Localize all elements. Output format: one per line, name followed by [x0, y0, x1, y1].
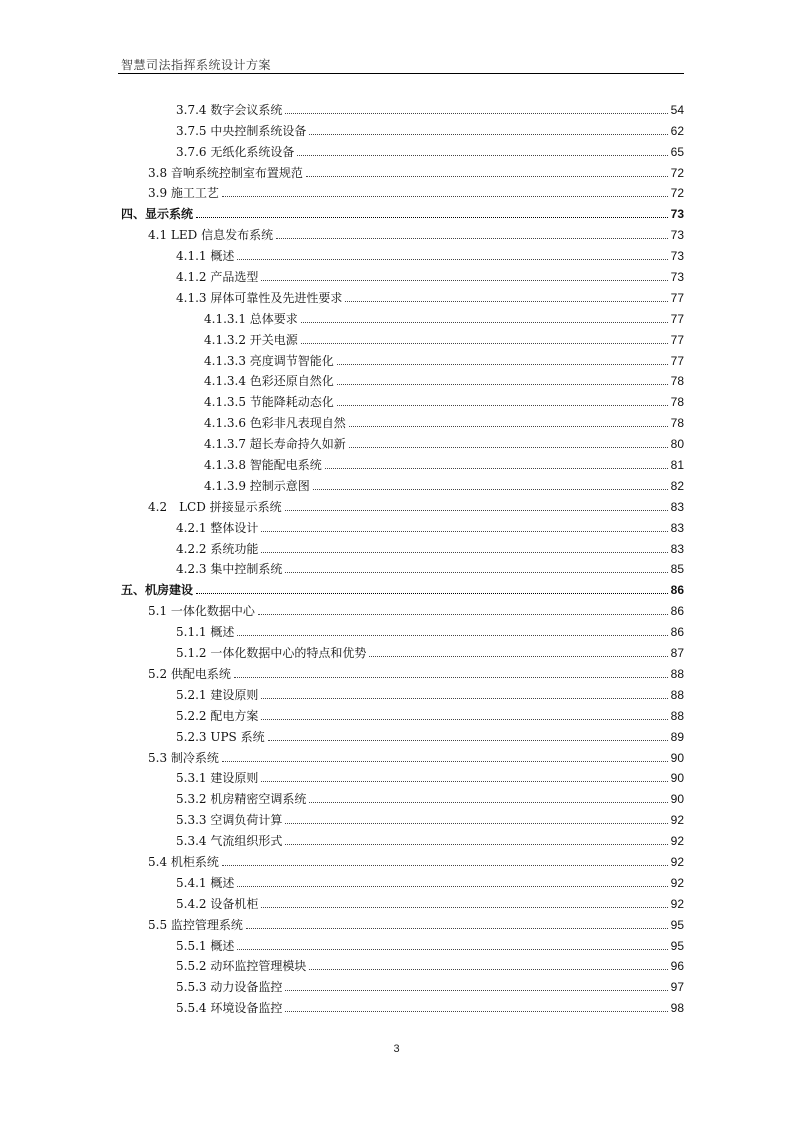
toc-dot-leader [313, 489, 668, 490]
toc-entry[interactable] [0, 263, 684, 284]
toc-entry[interactable] [0, 138, 684, 159]
toc-dot-leader [268, 740, 668, 741]
toc-entry[interactable] [0, 911, 684, 932]
toc-entry-title: 5.5.3 动力设备监控 [176, 980, 283, 995]
toc-entry[interactable] [0, 159, 684, 180]
toc-entry-title: 3.7.5 中央控制系统设备 [176, 123, 307, 138]
toc-entry-page: 73 [670, 207, 684, 222]
toc-dot-leader [285, 113, 667, 114]
toc-entry-title: 5.3.4 气流组织形式 [176, 834, 283, 849]
toc-entry-title: 4.1.3.3 亮度调节智能化 [204, 353, 334, 368]
toc-entry-title: 5.3.2 机房精密空调系统 [176, 792, 307, 807]
toc-entry-page: 88 [670, 708, 684, 723]
toc-entry[interactable] [0, 117, 684, 138]
toc-dot-leader [237, 635, 667, 636]
toc-entry[interactable] [0, 723, 684, 744]
toc-entry-title: 4.1 LED 信息发布系统 [148, 228, 274, 243]
toc-dot-leader [261, 719, 667, 720]
toc-dot-leader [237, 259, 667, 260]
toc-entry-title: 4.1.3 屏体可靠性及先进性要求 [176, 290, 343, 305]
header-divider [118, 73, 684, 74]
toc-entry-page: 83 [670, 541, 684, 556]
toc-entry-page: 78 [670, 374, 684, 389]
toc-entry-page: 97 [670, 980, 684, 995]
toc-dot-leader [349, 426, 668, 427]
toc-entry[interactable] [0, 639, 684, 660]
toc-entry[interactable] [0, 221, 684, 242]
toc-entry-page: 95 [670, 917, 684, 932]
toc-entry-page: 77 [670, 332, 684, 347]
table-of-contents [0, 96, 793, 1015]
toc-entry-title: 4.1.2 产品选型 [176, 270, 259, 285]
toc-entry-page: 90 [670, 750, 684, 765]
toc-entry[interactable] [0, 932, 684, 953]
toc-entry-title: 3.7.4 数字会议系统 [176, 102, 283, 117]
toc-entry[interactable] [0, 430, 684, 451]
toc-entry-page: 86 [670, 604, 684, 619]
toc-entry-page: 73 [670, 249, 684, 264]
toc-dot-leader [261, 698, 667, 699]
toc-dot-leader [301, 322, 668, 323]
toc-entry[interactable] [0, 744, 684, 765]
toc-entry-page: 62 [670, 123, 684, 138]
toc-dot-leader [237, 886, 667, 887]
toc-dot-leader [258, 614, 668, 615]
toc-entry-title: 5.2 供配电系统 [148, 666, 231, 681]
toc-entry-page: 85 [670, 562, 684, 577]
toc-entry[interactable] [0, 472, 684, 493]
toc-entry-page: 92 [670, 834, 684, 849]
toc-dot-leader [276, 238, 668, 239]
toc-entry-title: 4.2 LCD 拼接显示系统 [148, 499, 282, 514]
toc-entry-page: 92 [670, 813, 684, 828]
toc-entry-title: 5.2.2 配电方案 [176, 708, 259, 723]
toc-entry-page: 88 [670, 666, 684, 681]
toc-entry-title: 5.4.2 设备机柜 [176, 896, 259, 911]
toc-dot-leader [237, 949, 667, 950]
toc-entry[interactable] [0, 284, 684, 305]
toc-entry-title: 5.5 监控管理系统 [148, 917, 243, 932]
toc-entry[interactable] [0, 305, 684, 326]
toc-entry-title: 四、显示系统 [121, 207, 194, 222]
toc-entry-page: 90 [670, 771, 684, 786]
toc-entry-title: 5.3.1 建设原则 [176, 771, 259, 786]
toc-entry[interactable] [0, 576, 684, 597]
toc-entry[interactable] [0, 493, 684, 514]
toc-dot-leader [345, 301, 667, 302]
toc-dot-leader [309, 802, 667, 803]
toc-dot-leader [337, 405, 668, 406]
toc-dot-leader [309, 134, 667, 135]
toc-dot-leader [285, 990, 667, 991]
toc-entry[interactable] [0, 702, 684, 723]
toc-entry-title: 3.7.6 无纸化系统设备 [176, 144, 295, 159]
toc-entry-title: 5.5.2 动环监控管理模块 [176, 959, 307, 974]
toc-entry-page: 92 [670, 896, 684, 911]
toc-entry-page: 86 [670, 583, 684, 598]
toc-dot-leader [349, 447, 668, 448]
toc-entry-title: 3.9 施工工艺 [148, 186, 219, 201]
toc-entry-title: 4.1.3.9 控制示意图 [204, 478, 310, 493]
toc-dot-leader [369, 656, 667, 657]
toc-entry-title: 4.1.3.2 开关电源 [204, 332, 298, 347]
toc-dot-leader [309, 969, 667, 970]
toc-entry[interactable] [0, 368, 684, 389]
toc-entry-page: 89 [670, 729, 684, 744]
toc-entry-page: 96 [670, 959, 684, 974]
toc-entry[interactable] [0, 388, 684, 409]
toc-entry-title: 4.1.3.4 色彩还原自然化 [204, 374, 334, 389]
toc-entry-page: 78 [670, 395, 684, 410]
toc-entry-title: 4.1.3.7 超长寿命持久如新 [204, 437, 346, 452]
toc-entry-title: 4.1.1 概述 [176, 249, 235, 264]
toc-entry-title: 4.2.1 整体设计 [176, 520, 259, 535]
toc-entry-title: 5.2.1 建设原则 [176, 687, 259, 702]
toc-entry[interactable] [0, 180, 684, 201]
toc-entry-title: 5.5.4 环境设备监控 [176, 1001, 283, 1016]
toc-entry-title: 5.1.2 一体化数据中心的特点和优势 [176, 646, 367, 661]
toc-entry-page: 98 [670, 1001, 684, 1016]
toc-entry-page: 78 [670, 416, 684, 431]
toc-dot-leader [325, 468, 668, 469]
toc-entry-page: 86 [670, 625, 684, 640]
toc-entry-title: 5.3.3 空调负荷计算 [176, 813, 283, 828]
toc-entry-page: 82 [670, 478, 684, 493]
toc-entry-page: 65 [670, 144, 684, 159]
toc-entry[interactable] [0, 994, 684, 1015]
toc-dot-leader [196, 593, 668, 594]
page-number: 3 [393, 1043, 400, 1055]
toc-entry[interactable] [0, 514, 684, 535]
toc-entry-title: 五、机房建设 [121, 583, 194, 598]
toc-entry[interactable] [0, 535, 684, 556]
toc-entry[interactable] [0, 827, 684, 848]
toc-entry[interactable] [0, 660, 684, 681]
toc-dot-leader [297, 155, 667, 156]
toc-entry[interactable] [0, 848, 684, 869]
toc-entry-page: 73 [670, 228, 684, 243]
toc-entry-title: 4.1.3.5 节能降耗动态化 [204, 395, 334, 410]
toc-dot-leader [285, 510, 668, 511]
toc-dot-leader [234, 677, 668, 678]
toc-dot-leader [337, 384, 668, 385]
toc-entry[interactable] [0, 556, 684, 577]
toc-entry[interactable] [0, 681, 684, 702]
toc-entry-title: 5.1.1 概述 [176, 625, 235, 640]
toc-entry-title: 5.2.3 UPS 系统 [176, 729, 265, 744]
toc-entry-title: 5.4 机柜系统 [148, 854, 219, 869]
toc-entry-page: 95 [670, 938, 684, 953]
toc-entry-title: 5.4.1 概述 [176, 875, 235, 890]
toc-entry-page: 77 [670, 290, 684, 305]
toc-entry-page: 90 [670, 792, 684, 807]
toc-entry[interactable] [0, 890, 684, 911]
toc-dot-leader [261, 781, 667, 782]
toc-dot-leader [285, 572, 667, 573]
toc-entry-page: 83 [670, 499, 684, 514]
toc-entry-page: 73 [670, 270, 684, 285]
toc-entry-title: 5.1 一体化数据中心 [148, 604, 255, 619]
toc-entry-page: 54 [670, 102, 684, 117]
toc-dot-leader [337, 364, 668, 365]
toc-entry[interactable] [0, 200, 684, 221]
toc-entry[interactable] [0, 618, 684, 639]
toc-entry[interactable] [0, 869, 684, 890]
toc-entry[interactable] [0, 806, 684, 827]
toc-entry-page: 77 [670, 353, 684, 368]
toc-entry-page: 87 [670, 646, 684, 661]
toc-dot-leader [222, 865, 668, 866]
toc-entry-page: 88 [670, 687, 684, 702]
toc-entry-page: 83 [670, 520, 684, 535]
toc-entry[interactable] [0, 785, 684, 806]
toc-entry-page: 72 [670, 165, 684, 180]
toc-dot-leader [261, 907, 667, 908]
toc-dot-leader [222, 761, 668, 762]
toc-dot-leader [261, 552, 667, 553]
toc-entry[interactable] [0, 451, 684, 472]
document-header-title: 智慧司法指挥系统设计方案 [121, 58, 272, 72]
toc-entry[interactable] [0, 765, 684, 786]
toc-entry[interactable] [0, 96, 684, 117]
toc-entry[interactable] [0, 409, 684, 430]
toc-entry[interactable] [0, 347, 684, 368]
toc-entry-page: 80 [670, 437, 684, 452]
toc-dot-leader [285, 844, 667, 845]
toc-dot-leader [285, 823, 667, 824]
toc-entry-title: 4.1.3.8 智能配电系统 [204, 458, 322, 473]
toc-entry[interactable] [0, 973, 684, 994]
toc-entry-title: 5.3 制冷系统 [148, 750, 219, 765]
toc-entry-page: 72 [670, 186, 684, 201]
toc-entry-title: 4.1.3.1 总体要求 [204, 311, 298, 326]
toc-entry-title: 4.2.3 集中控制系统 [176, 562, 283, 577]
toc-entry-page: 92 [670, 854, 684, 869]
toc-dot-leader [285, 1011, 667, 1012]
toc-dot-leader [261, 280, 667, 281]
toc-entry-title: 3.8 音响系统控制室布置规范 [148, 165, 303, 180]
toc-entry-title: 4.1.3.6 色彩非凡表现自然 [204, 416, 346, 431]
toc-dot-leader [306, 176, 668, 177]
toc-entry-title: 4.2.2 系统功能 [176, 541, 259, 556]
toc-dot-leader [261, 531, 667, 532]
toc-dot-leader [222, 196, 668, 197]
toc-entry-page: 77 [670, 311, 684, 326]
toc-entry-title: 5.5.1 概述 [176, 938, 235, 953]
toc-entry-page: 92 [670, 875, 684, 890]
toc-entry[interactable] [0, 597, 684, 618]
toc-dot-leader [196, 217, 668, 218]
toc-entry[interactable] [0, 242, 684, 263]
toc-entry-page: 81 [670, 458, 684, 473]
toc-entry[interactable] [0, 953, 684, 974]
toc-dot-leader [246, 928, 668, 929]
toc-dot-leader [301, 343, 668, 344]
toc-entry[interactable] [0, 326, 684, 347]
